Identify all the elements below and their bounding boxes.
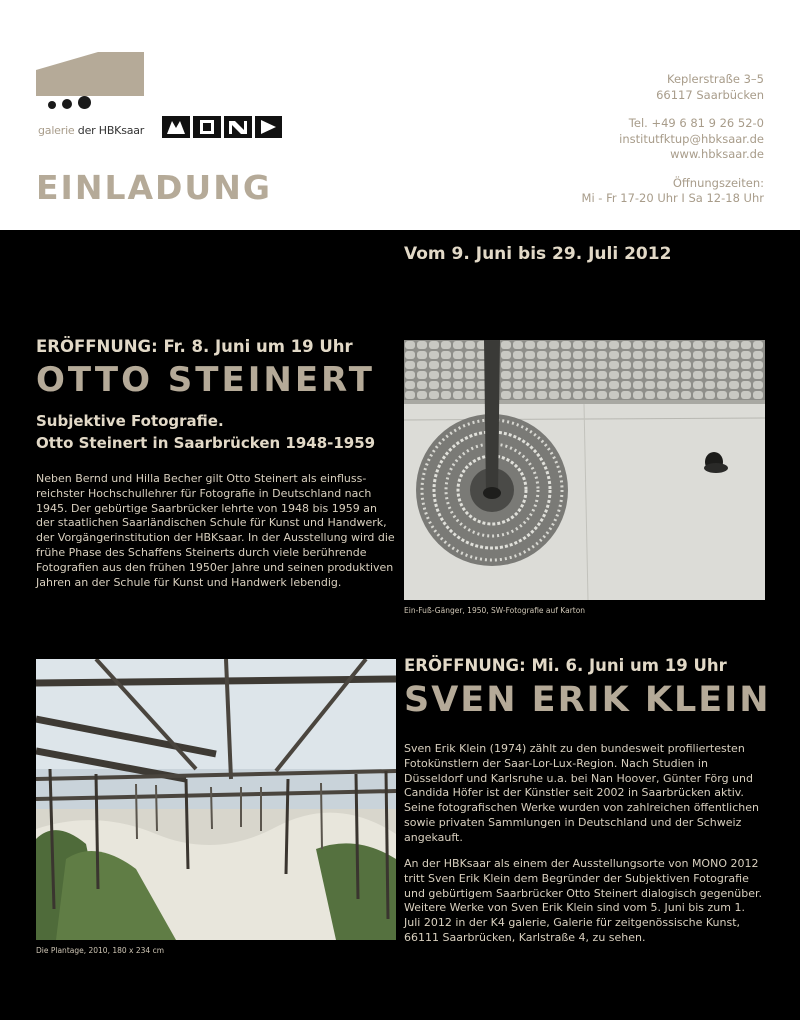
page-title: EINLADUNG <box>36 168 272 207</box>
contact-info <box>582 72 764 207</box>
caption-klein: Die Plantage, 2010, 180 x 234 cm <box>36 946 164 955</box>
opening-klein: ERÖFFNUNG: Mi. 6. Juni um 19 Uhr <box>404 656 727 675</box>
artist-title-klein: SVEN ERIK KLEIN <box>404 680 771 720</box>
mono-logo <box>162 116 282 138</box>
phone: Tel. +49 6 81 9 26 52-0 <box>628 116 764 130</box>
photo-ein-fuss-gaenger <box>404 340 765 600</box>
subtitle-steinert: Subjektive Fotografie. Otto Steinert in Saarbrücken 1948-1959 <box>36 412 376 452</box>
description-klein-1: Sven Erik Klein (1974) zählt zu den bundesweit profiliertesten Fotokünstlern der Saar-Lor-Lux-Region. Nach Studien in Düsseldorf und Karlsruhe u.a. bei Nan Hoover, Günter Förg und Candida Höfer ist der Künstler seit 2002 in Saarbrücken aktiv. Seine fotografischen Werke wurden von zahlreichen öffentlichen sowie privaten Sammlungen in Deutschland und der Schweiz angekauft. <box>404 742 759 844</box>
galerie-logo-text: galerie der HBKsaar <box>38 124 145 137</box>
exhibition-dates: Vom 9. Juni bis 29. Juli 2012 <box>404 244 672 264</box>
email-link[interactable]: institutfktup@hbksaar.de <box>619 131 764 146</box>
photo-die-plantage <box>36 659 396 940</box>
opening-steinert: ERÖFFNUNG: Fr. 8. Juni um 19 Uhr <box>36 337 353 356</box>
logo-dots <box>48 90 91 109</box>
artist-title-steinert: OTTO STEINERT <box>36 360 375 400</box>
hours: Mi - Fr 17-20 Uhr I Sa 12-18 Uhr <box>581 191 764 205</box>
description-klein-2: An der HBKsaar als einem der Ausstellungsorte von MONO 2012 tritt Sven Erik Klein dem Begründer der Subjektiven Fotografie und gebürtigem Saarbrücker Otto Steinert dialogisch gegenüber. Weitere Werke von Sven Erik Klein sind vom 5. Juni bis zum 1. Juli 2012 in der K4 galerie, Galerie für zeitgenössische Kunst, 66111 Saarbrücken, Karlstraße 4, zu sehen. <box>404 857 763 944</box>
header <box>0 0 800 230</box>
website-link[interactable]: www.hbksaar.de <box>670 147 764 161</box>
address-street: Keplerstraße 3–5 <box>667 72 764 86</box>
description-steinert: Neben Bernd und Hilla Becher gilt Otto Steinert als einflussreichster Hochschullehrer für Fotografie in Deutschland nach 1945. Der gebürtige Saarbrücker lehrte von 1948 bis 1959 an der staatlichen Saarländischen Schule für Kunst und Handwerk, der Vorgängerinstitution der HBKsaar. In der Ausstellung wird die frühe Phase des Schaffens Steinerts durch viele berührende Fotografien aus den frühen 1950er Jahre und seinen produktiven Jahren an der Schule für Kunst und Handwerk lebendig. <box>36 472 395 589</box>
caption-steinert: Ein-Fuß-Gänger, 1950, SW-Fotografie auf Karton <box>404 606 586 615</box>
address-city: 66117 Saarbücken <box>656 87 764 102</box>
hours-label: Öffnungszeiten: <box>672 175 764 190</box>
